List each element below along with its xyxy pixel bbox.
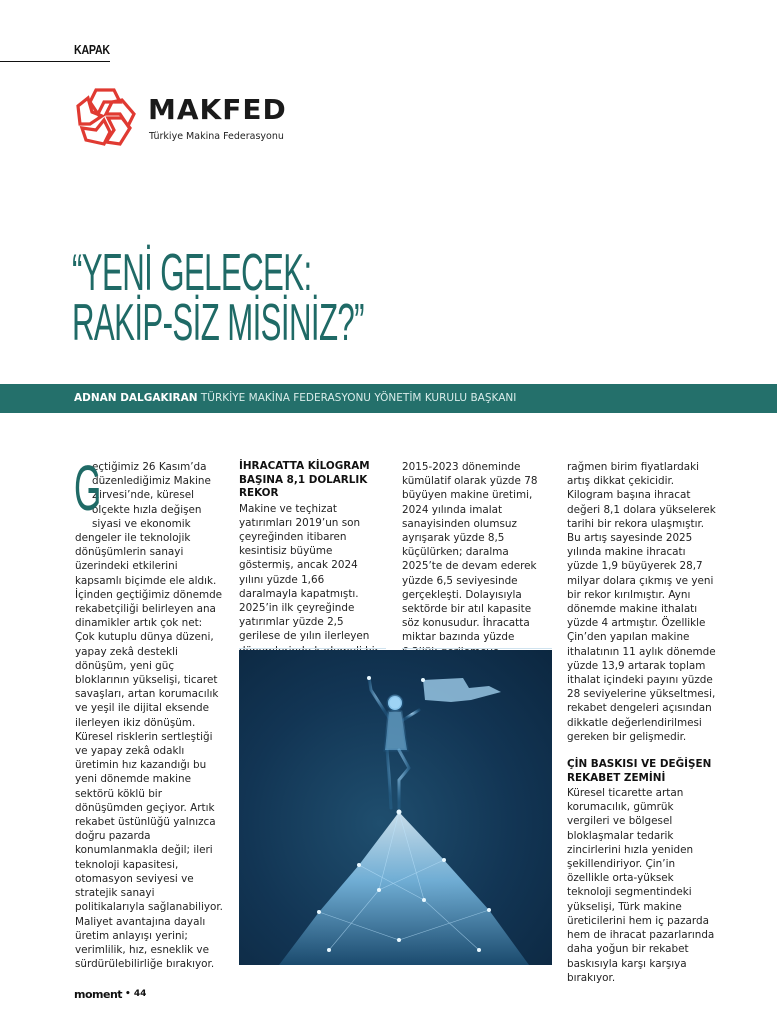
author-name: ADNAN DALGAKIRAN xyxy=(74,392,198,404)
title-line-2: RAKİP-SİZ MİSİNİZ?” xyxy=(72,294,364,352)
byline xyxy=(74,392,516,404)
logo-subtitle: Türkiye Makina Federasyonu xyxy=(149,131,284,142)
subheading: İHRACATTA KİLOGRAM BAŞINA 8,1 DOLARLIK REKOR xyxy=(239,460,370,499)
page-number: • 44 xyxy=(125,989,147,999)
magazine-logo: moment xyxy=(74,988,123,1001)
paragraph: 2015-2023 döneminde kümülatif olarak yüzde 78 büyüyen makine üretimi, 2024 yılında imalat sanayisinden olumsuz ayrışarak yüzde 8,5 küçülürken; daralma 2025’te de devam ederek yüzde 6,5 seviyesinde gerçekleşti. Dolayısıyla sektörde bir atıl kapasite söz konusudur. İhracatta miktar bazında yüzde xyxy=(402,461,538,644)
summit-illustration xyxy=(239,650,552,965)
section-label: KAPAK xyxy=(74,42,110,57)
article-column-1 xyxy=(74,452,225,971)
article-column-2 xyxy=(239,460,384,672)
paragraph: Küresel risklerin sertleştiği ve yapay zekâ odaklı üretimin hız kazandığı bu yeni dönemde makine sektörü köklü bir dönüşümden geçiyor. Artık rekabet üstünlüğü yalnızca doğru pazarda konumlanmakla değil; ileri teknoloji kapasitesi, otomasyon seviyesi ve stratejik sanayi politikalarıyla sağlanabiliyor. Maliyet avantajına dayalı üretim anlayışı yerini; verimlilik, hız, esneklik ve sürdürülebilirliğe bırakıyor. xyxy=(75,730,223,971)
author-role: TÜRKİYE MAKİNA FEDERASYONU YÖNETİM KURULU BAŞKANI xyxy=(200,392,517,404)
mountain-summit-flag-icon xyxy=(239,650,552,965)
paragraph: rağmen birim fiyatlardaki artış dikkat çekicidir. Kilogram başına ihracat değeri 8,1 dolara yükselerek tarihi bir rekora ulaşmıştır. Bu artış sayesinde 2025 yılında makine ihracatı yüzde 1,9 büyüyerek 28,7 milyar dolara çıkmış ve yeni bir rekor kırılmıştır. Aynı dönemde makine ithalatı yüzde 4 artmıştır. Özellikle Çin’den yapılan makine ithalatının 11 aylık dönemde yüzde 13,9 artarak toplam ithalat içindeki payını yüzde 28 seviyelerine yükseltmesi, rekabet dengeleri açısından dikkatle değerlendirilmesi gereken bir gelişmedir. xyxy=(567,461,716,743)
logo-wordmark: MAKFED xyxy=(148,93,287,126)
article-column-4 xyxy=(567,460,717,985)
drop-cap: G xyxy=(74,452,102,524)
title-line-1: “YENİ GELECEK: xyxy=(72,244,312,302)
page-title xyxy=(72,244,364,352)
section-divider xyxy=(0,61,110,62)
paragraph: eçtiğimiz 26 Kasım’da düzenlediğimiz Makine Zirvesi’nde, küresel ölçekte hızla değişen siyasi ve ekonomik dengeler ile teknolojik dönüşümlerin sanayi üzerindeki etkilerini kapsamlı biçimde ele aldık. İçinden geçtiğimiz dönemde rekabetçiliği belirleyen ana dinamikler artık çok net: Çok kutuplu dünya düzeni, yapay zekâ destekli dönüşüm, yeni güç bloklarının yükselişi, ticaret savaşları, artan korumacılık ve yeşil ile dijital eksende ilerleyen ikiz dönüşüm. xyxy=(75,461,223,729)
paragraph: Küresel ticarette artan korumacılık, gümrük vergileri ve bölgesel bloklaşmalar tedarik zincirlerini hızla yeniden şekillendiriyor. Çin’in özellikle orta-yüksek teknoloji segmentindeki yükselişi, Türk makine üreticilerini hem iç pazarda hem de ihracat pazarlarında daha yoğun bir rekabet baskısıyla karşı karşıya bırakıyor. xyxy=(567,787,715,984)
subheading: ÇİN BASKISI VE DEĞİŞEN REKABET ZEMİNİ xyxy=(567,758,712,784)
column-divider xyxy=(402,648,552,649)
article-column-3 xyxy=(402,460,548,659)
paragraph: Makine ve teçhizat yatırımları 2019’un son çeyreğinden itibaren kesintisiz büyüme göstermiş, ancak 2024 yılını yüzde 1,66 daralmayla kapatmıştı. 2025’in ilk çeyreğinde yatırımlar yüzde 2,5 gerilese de yılın ilerleyen xyxy=(239,502,370,643)
column-divider xyxy=(239,648,386,649)
makfed-logo-icon xyxy=(74,86,138,148)
